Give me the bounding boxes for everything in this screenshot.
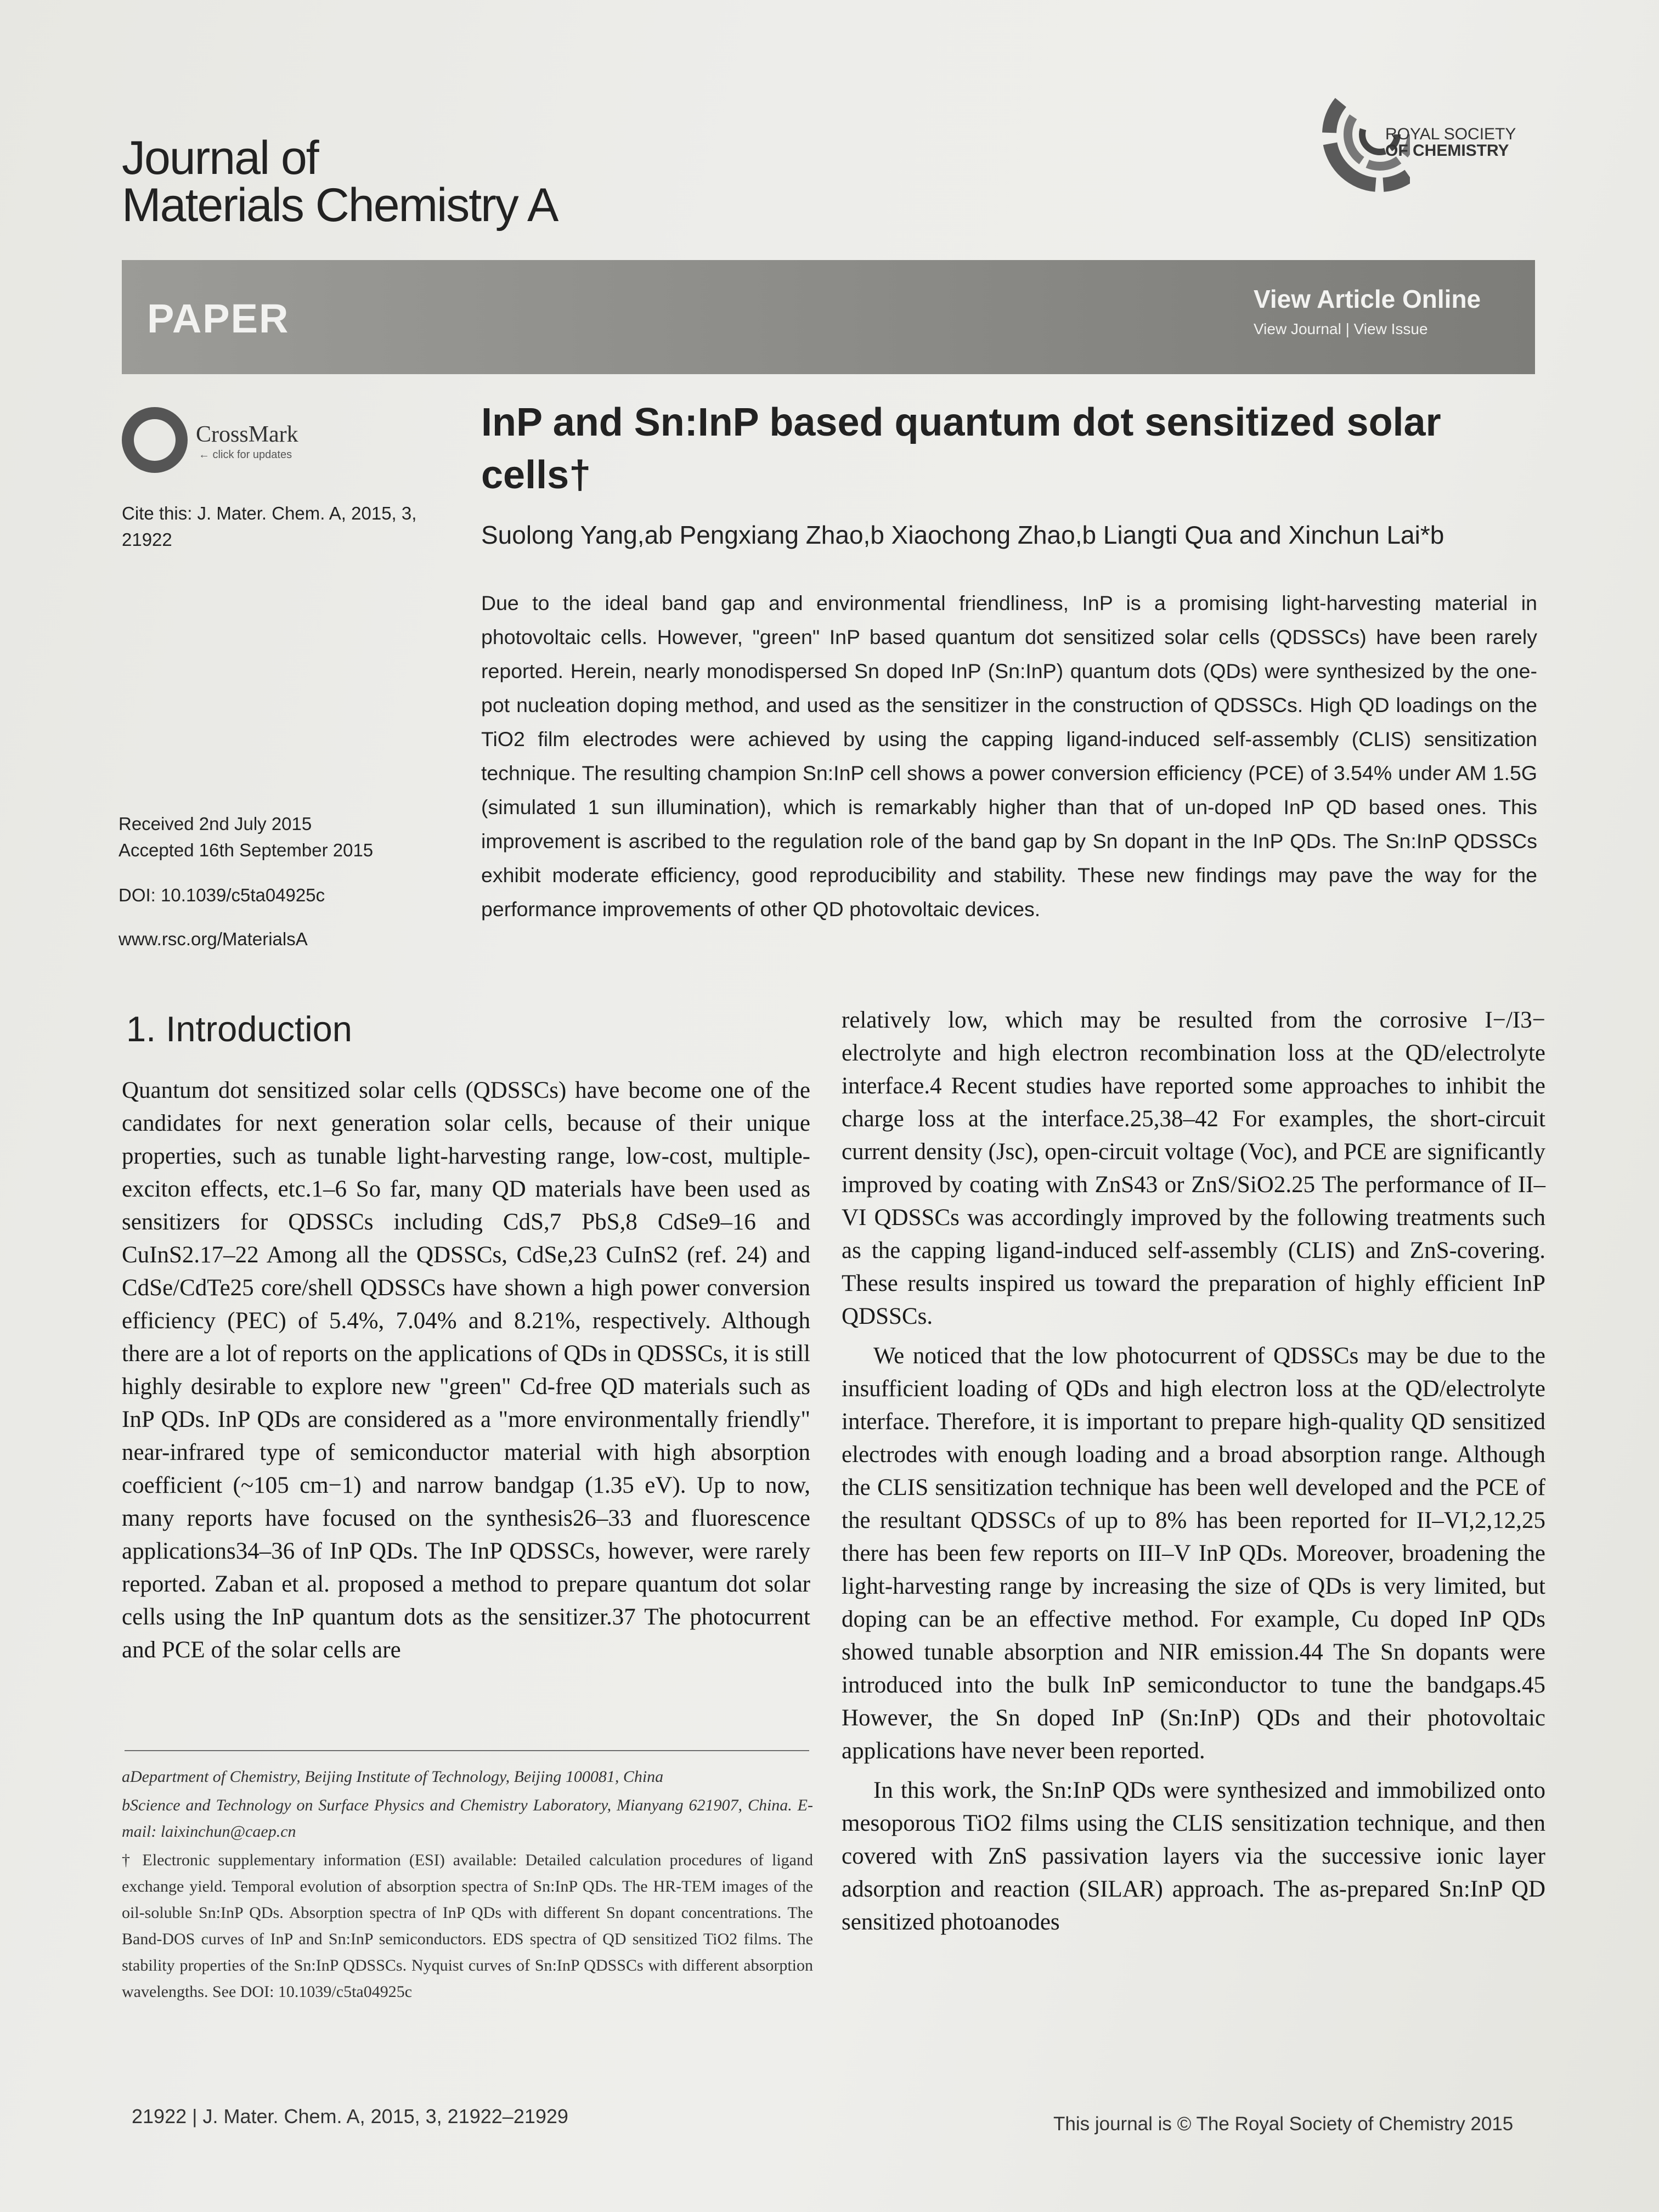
crossmark-icon [122, 407, 188, 473]
affiliation-b: bScience and Technology on Surface Physics and Chemistry Laboratory, Mianyang 621907, China. E-mail: laixinchun@caep.cn [122, 1796, 813, 1841]
affiliation-a: aDepartment of Chemistry, Beijing Institute of Technology, Beijing 100081, China [122, 1768, 664, 1786]
paper-title: InP and Sn:InP based quantum dot sensitized solar cells† [481, 400, 1441, 497]
section-band [122, 260, 1535, 374]
publisher-line1: ROYAL SOCIETY [1385, 125, 1516, 143]
journal-url[interactable]: www.rsc.org/MaterialsA [119, 929, 308, 949]
received-date: Received 2nd July 2015 [119, 814, 312, 834]
view-article-online-link[interactable]: View Article Online [1254, 285, 1481, 313]
body-column-left: Quantum dot sensitized solar cells (QDSSCs) have become one of the candidates for next generation solar cells, because of their unique properties, such as tunable light-harvesting range, low-cost, multiple-exciton effects, etc.1–6 So far, many QD materials have been used as sensitizers for QDSSCs including CdS,7 PbS,8 CdSe9–16 and CuInS2.17–22 Among all the QDSSCs, CdSe,23 CuInS2 (ref. 24) and CdSe/CdTe25 core/shell QDSSCs have shown a high power conversion efficiency (PEC) of 5.4%, 7.04% and 8.21%, respectively. Although there are a lot of reports on the applications of QDs in QDSSCs, it is still highly desirable to explore new "green" Cd-free QD materials such as InP QDs. InP QDs are considered as a "more environmentally friendly" near-infrared type of semiconductor material with high absorption coefficient (~105 cm−1) and narrow bandgap (1.35 eV). Up to now, many reports have focused on the synthesis26–33 and fluorescence applications34–36 of InP QDs. The InP QDSSCs, however, were rarely reported. Zaban et al. proposed a method to prepare quantum dot solar cells using the InP quantum dots as the sensitizer.37 The photocurrent and PCE of the solar cells are [122, 1077, 810, 1663]
section-heading: 1. Introduction [126, 1009, 352, 1049]
journal-title-line2: Materials Chemistry A [122, 179, 558, 232]
crossmark-label: CrossMark [196, 422, 298, 447]
publisher-name [1385, 126, 1516, 159]
esi-note: † Electronic supplementary information (ESI) available: Detailed calculation procedures of ligand exchange yield. Temporal evolution of absorption spectra of Sn:InP QDs. The HR-TEM images of the oil-soluble Sn:InP QDs. Absorption spectra of InP QDs with different Sn dopant concentrations. The Band-DOS curves of InP and Sn:InP semiconductors. EDS spectra of QD sensitized TiO2 films. The stability properties of the Sn:InP QDSSCs. Nyquist curves of Sn:InP QDSSCs with different absorption wavelengths. See DOI: 10.1039/c5ta04925c [122, 1851, 813, 2001]
accepted-date: Accepted 16th September 2015 [119, 840, 374, 860]
abstract: Due to the ideal band gap and environmental friendliness, InP is a promising light-harvesting material in photovoltaic cells. However, "green" InP based quantum dot sensitized solar cells (QDSSCs) have been rarely reported. Herein, nearly monodispersed Sn doped InP (Sn:InP) quantum dots (QDs) were synthesized by the one-pot nucleation doping method, and used as the sensitizer in the construction of QDSSCs. High QD loadings on the TiO2 film electrodes were achieved by using the capping ligand-induced self-assembly (CLIS) sensitization technique. The resulting champion Sn:InP cell shows a power conversion efficiency (PCE) of 3.54% under AM 1.5G (simulated 1 sun illumination), which is remarkably higher than that of un-doped InP QD based ones. This improvement is ascribed to the regulation role of the band gap by Sn dopant in the InP QDs. The Sn:InP QDSSCs exhibit moderate efficiency, good reproducibility and stability. These new findings may pave the way for the performance improvements of other QD photovoltaic devices. [481, 591, 1537, 921]
section-label: PAPER [147, 296, 290, 341]
body-paragraph: We noticed that the low photocurrent of QDSSCs may be due to the insufficient loading of QDs and high electron loss at the QD/electrolyte interface. Therefore, it is important to prepare high-quality QD sensitized electrodes with enough loading and a broad absorption range. Although the CLIS sensitization technique has been well developed and the PCE of the resultant QDSSCs of up to 8% has been reported for II–VI,2,12,25 there has been few reports on III–V InP QDs. Moreover, broadening the light-harvesting range by increasing the size of QDs is very limited, but doping can be an effective method. For example, Cu doped InP QDs showed tunable absorption and NIR emission.44 The Sn dopants were introduced into the bulk InP semiconductor to tune the bandgaps.45 However, the Sn doped InP (Sn:InP) QDs and their photovoltaic applications have never been reported. [842, 1343, 1545, 1764]
journal-title [122, 132, 558, 232]
received-accepted [119, 811, 459, 864]
publisher-line2: OF CHEMISTRY [1385, 142, 1509, 160]
author-list: Suolong Yang,ab Pengxiang Zhao,b Xiaochong Zhao,b Liangti Qua and Xinchun Lai*b [481, 521, 1444, 549]
crossmark-badge[interactable] [122, 407, 319, 478]
doi: DOI: 10.1039/c5ta04925c [119, 885, 325, 905]
rsc-logo [1317, 71, 1547, 198]
journal-title-line1: Journal of [122, 132, 318, 184]
cite-this: Cite this: J. Mater. Chem. A, 2015, 3, 21922 [122, 503, 417, 550]
body-paragraph: In this work, the Sn:InP QDs were synthesized and immobilized onto mesoporous TiO2 films using the CLIS sensitization technique, and then covered with ZnS passivation layers via the successive ionic layer adsorption and reaction (SILAR) approach. The as-prepared Sn:InP QD sensitized photoanodes [842, 1778, 1545, 1935]
footnotes [122, 1764, 813, 2007]
body-column-right [842, 1004, 1545, 1939]
crossmark-sub: ← click for updates [199, 449, 292, 461]
page-footer-citation: 21922 | J. Mater. Chem. A, 2015, 3, 21922–21929 [132, 2105, 568, 2128]
body-paragraph: relatively low, which may be resulted from the corrosive I−/I3− electrolyte and high electron recombination loss at the QD/electrolyte interface.4 Recent studies have reported some approaches to inhibit the charge loss at the interface.25,38–42 For examples, the short-circuit current density (Jsc), open-circuit voltage (Voc), and PCE are significantly improved by coating with ZnS43 or ZnS/SiO2.25 The performance of II–VI QDSSCs was accordingly improved by the following treatments such as the capping ligand-induced self-assembly (CLIS) and ZnS-covering. These results inspired us toward the preparation of highly efficient InP QDSSCs. [842, 1007, 1545, 1329]
view-journal-issue-links[interactable]: View Journal | View Issue [1254, 320, 1428, 337]
page-footer-copyright: This journal is © The Royal Society of Chemistry 2015 [1053, 2113, 1514, 2135]
footnote-divider [125, 1750, 809, 1751]
